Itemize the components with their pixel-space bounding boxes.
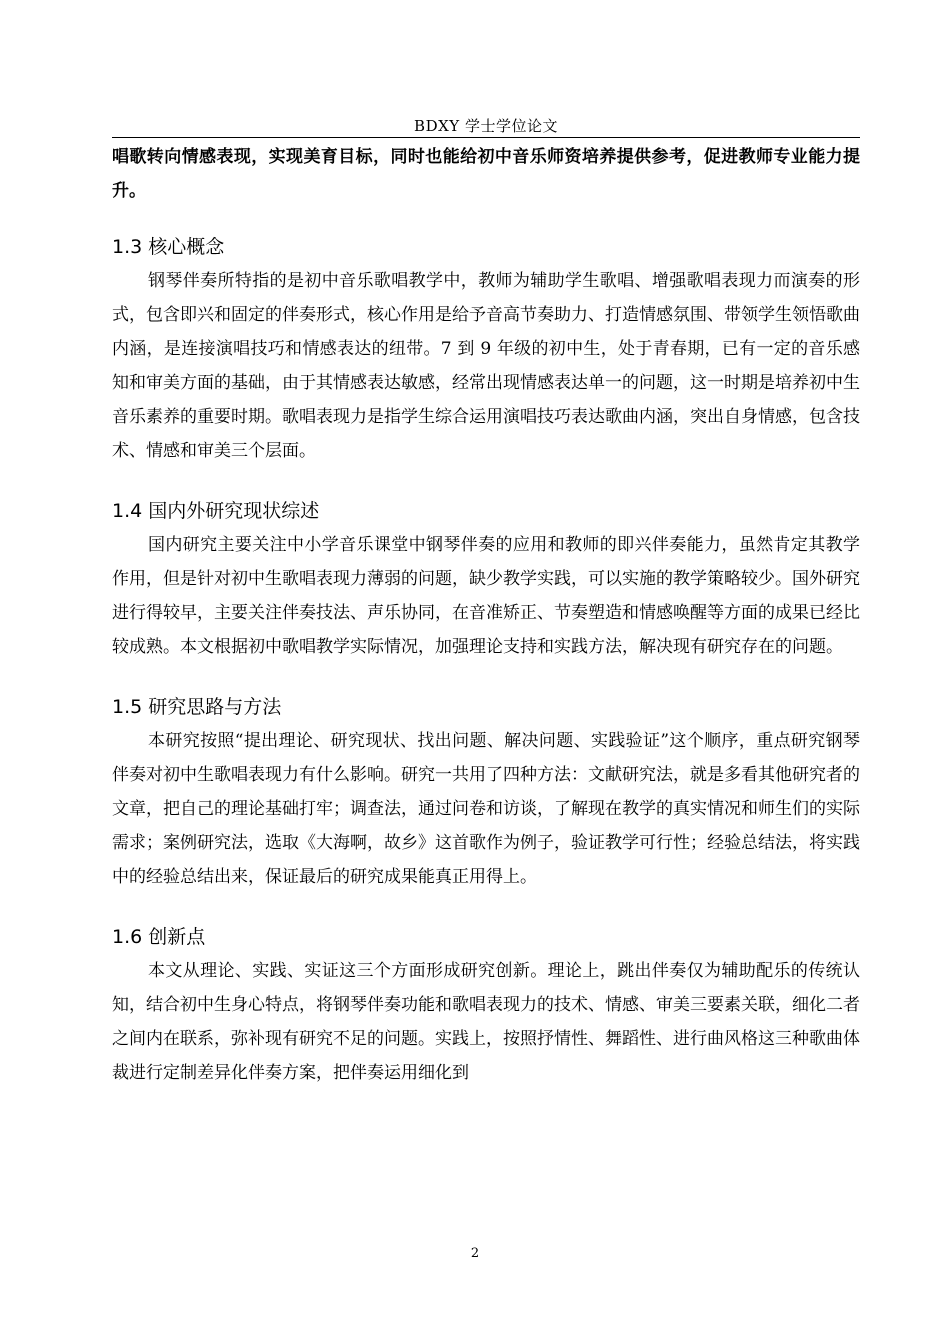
- page-content: [112, 140, 860, 1090]
- section-paragraph-1-6: 本文从理论、实践、实证这三个方面形成研究创新。理论上，跳出伴奏仅为辅助配乐的传统认知，结合初中生身心特点，将钢琴伴奏功能和歌唱表现力的技术、情感、审美三要素关联，细化二者之间内在联系，弥补现有研究不足的问题。实践上，按照抒情性、舞蹈性、进行曲风格这三种歌曲体裁进行定制差异化伴奏方案，把伴奏运用细化到: [112, 961, 860, 1083]
- section-paragraph-1-4: 国内研究主要关注中小学音乐课堂中钢琴伴奏的应用和教师的即兴伴奏能力，虽然肯定其教学作用，但是针对初中生歌唱表现力薄弱的问题，缺少教学实践，可以实施的教学策略较少。国外研究进行得较早，主要关注伴奏技法、声乐协同，在音准矫正、节奏塑造和情感唤醒等方面的成果已经比较成熟。本文根据初中歌唱教学实际情况，加强理论支持和实践方法，解决现有研究存在的问题。: [112, 535, 860, 657]
- section-paragraph-1-3: 钢琴伴奏所特指的是初中音乐歌唱教学中，教师为辅助学生歌唱、增强歌唱表现力而演奏的形式，包含即兴和固定的伴奏形式，核心作用是给予音高节奏助力、打造情感氛围、带领学生领悟歌曲内涵，是连接演唱技巧和情感表达的纽带。7 到 9 年级的初中生，处于青春期，已有一定的音乐感知和审美方面的基础，由于其情感表达敏感，经常出现情感表达单一的问题，这一时期是培养初中生音乐素养的重要时期。歌唱表现力是指学生综合运用演唱技巧表达歌曲内涵，突出自身情感，包含技术、情感和审美三个层面。: [112, 271, 860, 461]
- header-rule: [112, 137, 860, 138]
- section-heading-1-4: 1.4 国内外研究现状综述: [112, 500, 320, 522]
- running-header: BDXY 学士学位论文: [414, 117, 558, 135]
- section-paragraph-1-5: 本研究按照“提出理论、研究现状、找出问题、解决问题、实践验证”这个顺序，重点研究钢琴伴奏对初中生歌唱表现力有什么影响。研究一共用了四种方法：文献研究法，就是多看其他研究者的文章，把自己的理论基础打牢；调查法，通过问卷和访谈，了解现在教学的真实情况和师生们的实际需求；案例研究法，选取《大海啊，故乡》这首歌作为例子，验证教学可行性；经验总结法，将实践中的经验总结出来，保证最后的研究成果能真正用得上。: [112, 731, 860, 887]
- section-heading-1-6: 1.6 创新点: [112, 926, 206, 948]
- continuation-paragraph: 唱歌转向情感表现，实现美育目标，同时也能给初中音乐师资培养提供参考，促进教师专业能力提升。: [112, 147, 860, 201]
- section-heading-1-3: 1.3 核心概念: [112, 236, 225, 258]
- section-heading-1-5: 1.5 研究思路与方法: [112, 696, 282, 718]
- page-number: 2: [470, 1246, 480, 1261]
